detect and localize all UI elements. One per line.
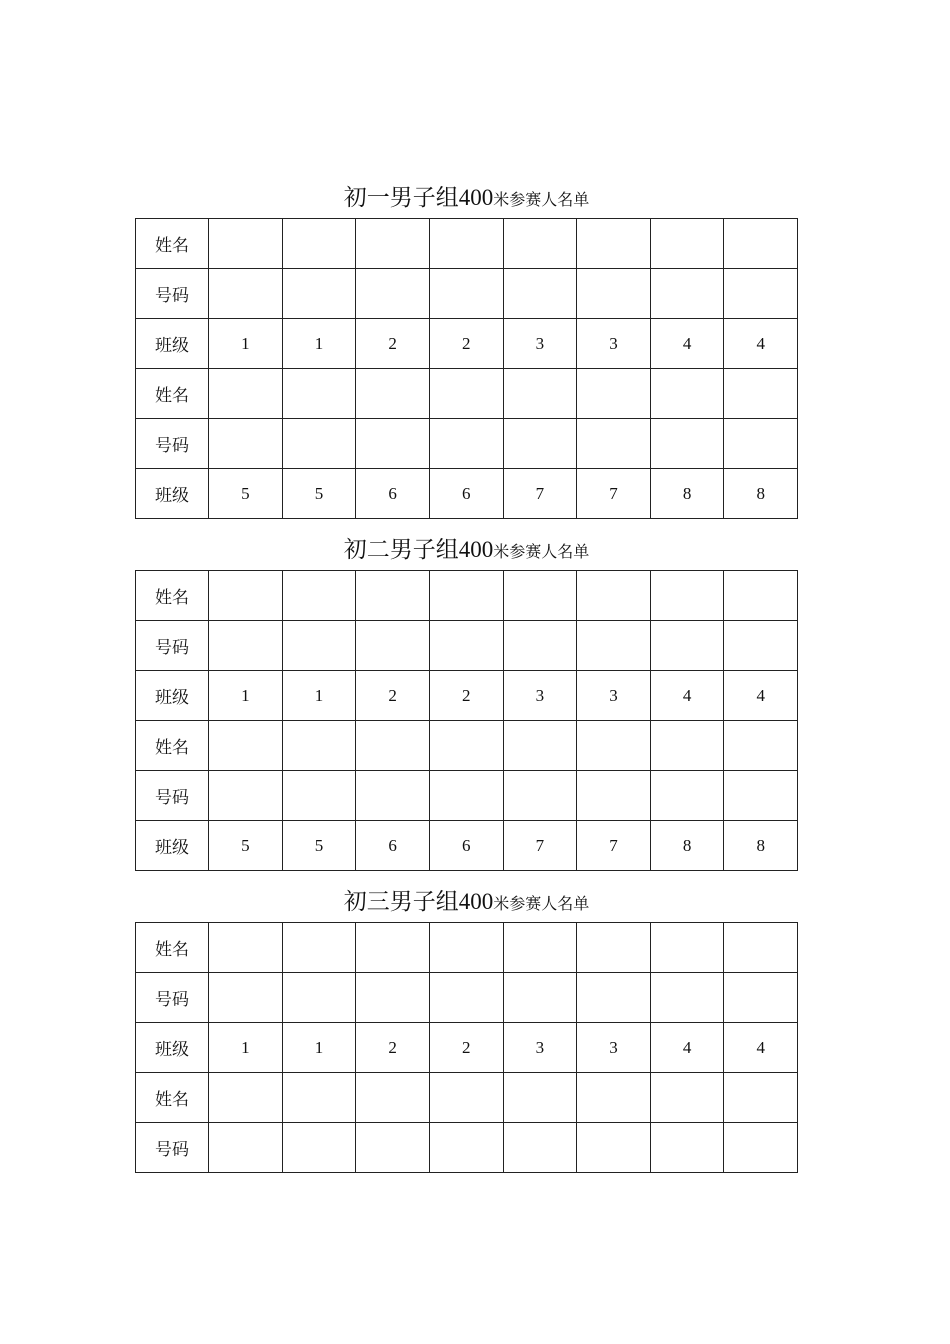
table-cell[interactable] [724,419,798,469]
table-cell[interactable] [282,771,356,821]
table-cell[interactable] [282,269,356,319]
table-cell: 8 [650,469,724,519]
table-cell: 4 [650,1023,724,1073]
title-main: 初二男子组400 [343,537,494,562]
table-cell[interactable] [209,269,283,319]
table-cell: 7 [577,821,651,871]
table-cell[interactable] [650,621,724,671]
table-cell[interactable] [650,219,724,269]
table-cell[interactable] [503,771,577,821]
table-cell[interactable] [503,923,577,973]
table-cell[interactable] [577,721,651,771]
table-cell[interactable] [577,771,651,821]
roster-table [135,570,798,871]
table-cell[interactable] [724,923,798,973]
row-label: 班级 [136,821,209,871]
table-row [136,319,798,369]
table-cell: 3 [503,1023,577,1073]
table-cell[interactable] [282,721,356,771]
table-cell[interactable] [356,973,430,1023]
table-cell[interactable] [429,571,503,621]
table-cell[interactable] [356,621,430,671]
table-cell[interactable] [209,419,283,469]
table-cell[interactable] [650,973,724,1023]
table-row [136,973,798,1023]
table-cell[interactable] [577,369,651,419]
row-label: 姓名 [136,219,209,269]
table-cell[interactable] [503,369,577,419]
table-cell[interactable] [282,621,356,671]
table-cell[interactable] [577,419,651,469]
table-cell: 3 [503,671,577,721]
table-row [136,621,798,671]
table-cell[interactable] [209,923,283,973]
table-cell: 3 [503,319,577,369]
table-cell: 8 [724,821,798,871]
row-label: 号码 [136,1123,209,1173]
table-cell[interactable] [356,1073,430,1123]
table-cell: 4 [724,671,798,721]
table-row [136,1073,798,1123]
title-main: 初一男子组400 [343,185,494,210]
table-row [136,1123,798,1173]
section-title [135,178,798,218]
table-cell[interactable] [650,369,724,419]
row-label: 班级 [136,1023,209,1073]
table-cell: 1 [209,319,283,369]
table-cell: 6 [356,469,430,519]
table-cell[interactable] [577,571,651,621]
table-cell[interactable] [724,1073,798,1123]
table-cell[interactable] [577,923,651,973]
table-cell: 2 [356,671,430,721]
table-cell[interactable] [724,219,798,269]
table-cell[interactable] [209,369,283,419]
table-cell[interactable] [429,721,503,771]
table-cell[interactable] [209,571,283,621]
table-cell: 5 [282,821,356,871]
table-cell: 5 [209,469,283,519]
table-cell: 1 [209,671,283,721]
table-cell[interactable] [650,419,724,469]
table-cell[interactable] [650,1123,724,1173]
table-cell[interactable] [282,923,356,973]
table-row [136,671,798,721]
table-cell: 3 [577,319,651,369]
table-cell: 8 [724,469,798,519]
table-cell: 4 [724,319,798,369]
table-cell[interactable] [650,923,724,973]
table-cell[interactable] [429,1073,503,1123]
table-cell: 1 [209,1023,283,1073]
table-cell[interactable] [724,721,798,771]
table-cell[interactable] [429,219,503,269]
table-cell[interactable] [650,571,724,621]
table-cell[interactable] [503,721,577,771]
section-grade-2 [135,530,798,871]
table-cell: 4 [724,1023,798,1073]
table-cell[interactable] [209,721,283,771]
table-cell[interactable] [356,1123,430,1173]
table-cell[interactable] [577,1073,651,1123]
table-cell[interactable] [356,369,430,419]
table-cell[interactable] [503,219,577,269]
table-cell[interactable] [503,1073,577,1123]
table-cell[interactable] [429,269,503,319]
table-cell[interactable] [282,219,356,269]
table-cell: 5 [282,469,356,519]
table-cell[interactable] [356,721,430,771]
row-label: 班级 [136,671,209,721]
table-cell[interactable] [356,219,430,269]
table-cell[interactable] [282,571,356,621]
title-suffix: 米参赛人名单 [493,192,590,209]
table-cell[interactable] [356,571,430,621]
table-cell[interactable] [356,269,430,319]
row-label: 姓名 [136,923,209,973]
table-cell[interactable] [503,1123,577,1173]
table-cell[interactable] [577,269,651,319]
table-cell: 7 [503,821,577,871]
table-cell: 3 [577,1023,651,1073]
table-cell[interactable] [503,621,577,671]
row-label: 班级 [136,469,209,519]
table-cell[interactable] [724,571,798,621]
table-cell[interactable] [650,771,724,821]
table-row [136,269,798,319]
table-cell[interactable] [724,369,798,419]
table-row [136,771,798,821]
table-cell[interactable] [429,771,503,821]
table-cell[interactable] [209,621,283,671]
section-title [135,882,798,922]
table-cell[interactable] [429,419,503,469]
table-cell[interactable] [429,621,503,671]
table-cell[interactable] [577,219,651,269]
table-cell[interactable] [282,1123,356,1173]
table-cell: 1 [282,319,356,369]
table-cell[interactable] [429,1123,503,1173]
roster-table [135,218,798,519]
row-label: 班级 [136,319,209,369]
table-cell[interactable] [650,1073,724,1123]
table-cell[interactable] [356,419,430,469]
table-row [136,219,798,269]
table-cell[interactable] [724,771,798,821]
table-cell[interactable] [650,269,724,319]
title-suffix: 米参赛人名单 [493,544,590,561]
title-main: 初三男子组400 [343,889,494,914]
table-cell: 4 [650,671,724,721]
table-cell[interactable] [356,771,430,821]
table-cell[interactable] [724,973,798,1023]
table-cell[interactable] [577,621,651,671]
table-cell: 6 [356,821,430,871]
table-cell: 3 [577,671,651,721]
row-label: 号码 [136,771,209,821]
table-cell[interactable] [503,571,577,621]
table-row [136,419,798,469]
table-cell: 1 [282,671,356,721]
table-cell[interactable] [429,923,503,973]
table-cell: 1 [282,1023,356,1073]
section-grade-1 [135,178,798,519]
table-cell[interactable] [503,973,577,1023]
row-label: 姓名 [136,369,209,419]
table-cell: 5 [209,821,283,871]
table-cell[interactable] [724,269,798,319]
title-suffix: 米参赛人名单 [493,896,590,913]
table-row [136,821,798,871]
table-cell[interactable] [503,269,577,319]
row-label: 号码 [136,269,209,319]
roster-table [135,922,798,1173]
table-cell[interactable] [209,219,283,269]
table-cell[interactable] [356,923,430,973]
table-cell[interactable] [429,369,503,419]
table-row [136,571,798,621]
table-cell: 4 [650,319,724,369]
row-label: 姓名 [136,571,209,621]
table-row [136,469,798,519]
table-cell: 6 [429,821,503,871]
table-cell: 7 [577,469,651,519]
table-cell: 2 [356,319,430,369]
table-cell: 7 [503,469,577,519]
section-grade-3 [135,882,798,1173]
table-cell[interactable] [209,1123,283,1173]
table-cell[interactable] [724,621,798,671]
table-cell[interactable] [209,771,283,821]
table-row [136,1023,798,1073]
table-cell[interactable] [503,419,577,469]
table-cell: 2 [429,1023,503,1073]
table-cell[interactable] [282,369,356,419]
row-label: 姓名 [136,1073,209,1123]
row-label: 号码 [136,419,209,469]
table-cell[interactable] [282,419,356,469]
table-cell: 2 [356,1023,430,1073]
table-cell[interactable] [282,973,356,1023]
table-cell: 2 [429,319,503,369]
table-cell: 2 [429,671,503,721]
row-label: 号码 [136,621,209,671]
table-cell[interactable] [650,721,724,771]
table-cell: 6 [429,469,503,519]
table-row [136,721,798,771]
table-cell[interactable] [282,1073,356,1123]
table-cell[interactable] [577,973,651,1023]
section-title [135,530,798,570]
table-cell[interactable] [724,1123,798,1173]
table-cell[interactable] [209,973,283,1023]
table-row [136,369,798,419]
table-cell[interactable] [577,1123,651,1173]
row-label: 姓名 [136,721,209,771]
table-cell[interactable] [429,973,503,1023]
table-row [136,923,798,973]
row-label: 号码 [136,973,209,1023]
table-cell: 8 [650,821,724,871]
table-cell[interactable] [209,1073,283,1123]
